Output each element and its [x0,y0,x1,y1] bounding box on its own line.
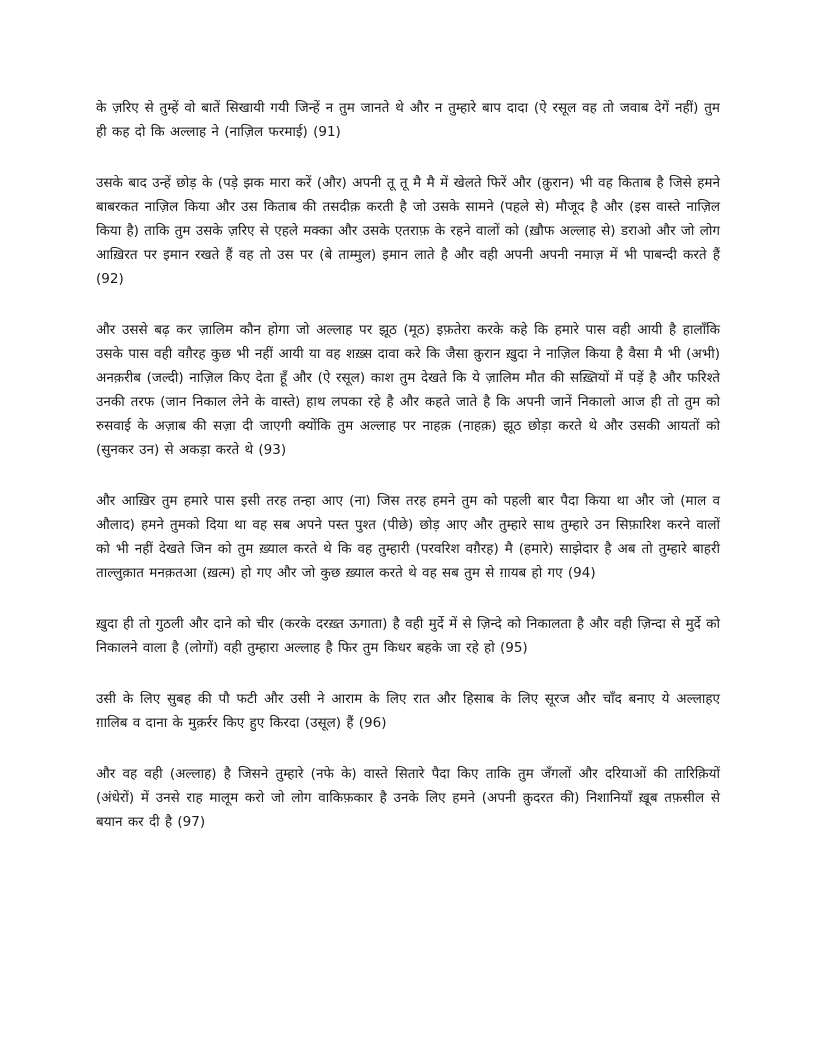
paragraph-verse-92: उसके बाद उन्हें छोड़ के (पड़े झक मारा करें (और) अपनी तू तू मै मै में खेलते फिरें और (क़ुरान) भी वह किताब है जिसे हमने बाबरकत नाज़िल किया और उस किताब की तसदीक़ करती है जो उसके सामने (पहले से) मौजूद है और (इस वास्ते नाज़िल किया है) ताकि तुम उसके ज़रिए से एहले मक्का और उसके एतराफ़ के रहने वालों को (ख़ौफ अल्लाह से) डराओ और जो लोग आख़िरत पर इमान रखते हैं वह तो उस पर (बे ताम्मुल) इमान लाते है और वही अपनी अपनी नमाज़ में भी पाबन्दी करते हैं (92) [96,175,720,287]
paragraph-verse-96: उसी के लिए सुबह की पौ फटी और उसी ने आराम के लिए रात और हिसाब के लिए सूरज और चाँद बनाए ये अल्लाहए ग़ालिब व दाना के मुक़र्रर किए हुए किरदा (उसूल) हैं (96) [96,691,720,731]
paragraph-verse-95: ख़ुदा ही तो गुठली और दाने को चीर (करके दरख़्त ऊगाता) है वही मुर्दे में से ज़िन्दे को निकालता है और वही ज़िन्दा से मुर्दे को निकालने वाला है (लोगों) वही तुम्हारा अल्लाह है फिर तुम किधर बहके जा रहे हो (95) [96,616,720,656]
paragraph-verse-91: के ज़रिए से तुम्हें वो बातें सिखायी गयी जिन्हें न तुम जानते थे और न तुम्हारे बाप दादा (ऐ रसूल वह तो जवाब देगें नहीं) तुम ही कह दो कि अल्लाह ने (नाज़िल फरमाई) (91) [96,100,720,140]
paragraph-verse-93: और उससे बढ़ कर ज़ालिम कौन होगा जो अल्लाह पर झूठ (मूठ) इफ़तेरा करके कहे कि हमारे पास वही आयी है हालाँकि उसके पास वही वग़ैरह कुछ भी नहीं आयी या वह शख़्स दावा करे कि जैसा क़ुरान ख़ुदा ने नाज़िल किया है वैसा मै भी (अभी) अनक़रीब (जल्दी) नाज़िल किए देता हूँ और (ऐ रसूल) काश तुम देखते कि ये ज़ालिम मौत की सख़्तियों में पड़ें है और फरिश्ते उनकी तरफ (जान निकाल लेने के वास्ते) हाथ लपका रहे है और कहते जाते है कि अपनी जानें निकालो आज ही तो तुम को रुसवाई के अज़ाब की सज़ा दी जाएगी क्योंकि तुम अल्लाह पर नाहक़ (नाहक़) झूठ छोड़ा करते थे और उसकी आयतों को (सुनकर उन) से अकड़ा करते थे (93) [96,322,720,458]
document-page [96,96,720,861]
paragraph-verse-97: और वह वही (अल्लाह) है जिसने तुम्हारे (नफे के) वास्ते सितारे पैदा किए ताकि तुम जँगलों और दरियाओं की तारिक़ियों (अंधेरों) में उनसे राह मालूम करो जो लोग वाकिफ़कार है उनके लिए हमने (अपनी क़ुदरत की) निशानियाँ ख़ूब तफ़सील से बयान कर दी है (97) [96,766,720,830]
paragraph-verse-94: और आख़िर तुम हमारे पास इसी तरह तन्हा आए (ना) जिस तरह हमने तुम को पहली बार पैदा किया था और जो (माल व औलाद) हमने तुमको दिया था वह सब अपने पस्त पुश्त (पीछे) छोड़ आए और तुम्हारे साथ तुम्हारे उन सिफ़ारिश करने वालों को भी नहीं देखते जिन को तुम ख़्याल करते थे कि वह तुम्हारी (परवरिश वग़ैरह) मै (हमारे) साझेदार है अब तो तुम्हारे बाहरी ताल्लुक़ात मनक़तआ (ख़त्म) हो गए और जो कुछ ख़्याल करते थे वह सब तुम से ग़ायब हो गए (94) [96,493,720,581]
